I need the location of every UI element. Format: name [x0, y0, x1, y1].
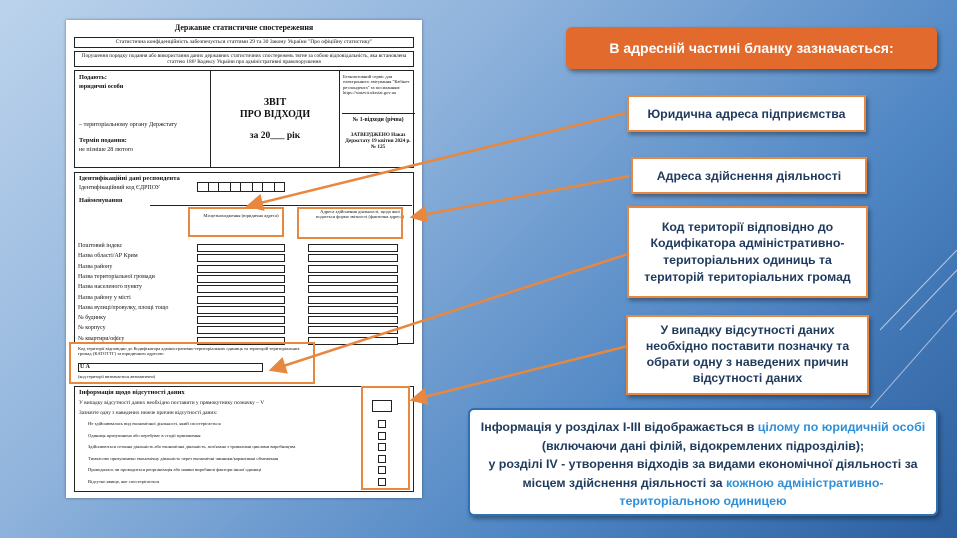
report-form-image: Державне статистичне спостереження Статистична конфіденційність забезпечується статтями 29 та 30 Закону України "Про офіційну статистику" Порушення порядку подання або використання даних державних статистичних спостережень тягне за собою відповідальність, яка встановлена статтею 186³ Кодексу України про адміністративні правопорушення Подають: юридичні особи – територіальному органу Держстату Термін подання: не пізніше 28 лютого ЗВІТ ПРО ВІДХОДИ за 20___ рік Безкоштовний сервіс для електронного звітування "Кабінет респондента" за посиланням: https://statzvit.ukrstat.gov.ua № 1-відходи (річна) ЗАТВЕРДЖЕНО Наказ Держстату 19 квітня 2024 р. № 125 Ідентифікаційні дані респондента Ідентифікаційний код ЄДРПОУ Найменування Місцезнаходження (юридична адреса) Адреса здійснення діяльності, щодо якої подається форма звітності (фактична адреса) Поштовий індекс Назва області/АР Крим Назва району Назва територіальної громади Назва населеного пункту Назва району у місті Назва вулиці/провулку, площі тощо № будинку № корпусу № квартири/офісу Код території відповідно до Кодифікатора адміністративно-територіальних одиниць та територій територіальних громад (КАТОТТГ) за юридичною адресою U A (код території визначається автоматично) Інформація щодо відсутності даних У випадку відсутності даних необхідно поставити у прямокутнику позначку – V Зазначте одну з наведених нижче причин відсутності даних: Не здійснювалась вид економічної діяльності, який спостерігається Одиниця призупинена або перебуває в стадії припинення Здійснюються сезонна діяльність або економічна діяльність, пов'язана з тривалими циклами виробництва Тимчасово призупинено економічну діяльність через економічні чинники/карантинні обмеження Проводилась чи проводиться реорганізація або наявні виробничі фактори іншої одиниці Відсутнє явище, яке спостерігається	[66, 20, 422, 498]
info-text-1: Інформація у розділах І-ІІІ відображається в	[480, 420, 758, 434]
address-row-label: Поштовий індекс	[78, 243, 123, 249]
info-text-highlight-2: кожною адміністративно-територіальною одиницею	[619, 475, 884, 509]
address-row-label: № будинку	[78, 315, 106, 322]
address-row-label: № корпусу	[78, 325, 106, 332]
warning-box: Порушення порядку подання або використання даних державних статистичних спостережень тягне за собою відповідальність, яка встановлена статтею 186³ Кодексу України про адміністративні правопорушення	[74, 51, 414, 67]
callout-legal-address: Юридична адреса підприємства	[627, 95, 866, 132]
form-header: Державне статистичне спостереження	[174, 23, 314, 32]
callout-absence: У випадку відсутності даних необхідно поставити позначку та обрати одну з наведених причин відсутності даних	[626, 315, 869, 395]
absence-block: Інформація щодо відсутності даних У випадку відсутності даних необхідно поставити у прямокутнику позначку – V Зазначте одну з наведених нижче причин відсутності даних:	[74, 386, 414, 492]
callout-katottg: Код території відповідно до Кодифікатора адміністративно-територіальних одиниць та територій територіальних громад	[627, 206, 868, 298]
absence-reason-label: Не здійснювалась вид економічної діяльності, який спостерігається	[88, 421, 221, 426]
address-row-label: Назва населеного пункту	[78, 284, 143, 291]
absence-reason-label: Проводилась чи проводиться реорганізація або наявні виробничі фактори іншої одиниці	[88, 467, 262, 472]
info-text-2: (включаючи дані філій, відокремлених підрозділів);	[541, 438, 865, 453]
absence-reason-label: Одиниця призупинена або перебуває в стадії припинення	[88, 432, 201, 438]
slide-title: В адресній частині бланку зазначається:	[566, 27, 937, 69]
callout-actual-address: Адреса здійснення діяльності	[631, 157, 867, 194]
address-row-label: Назва територіальної громади	[78, 273, 155, 280]
confidentiality-box: Статистична конфіденційність забезпечується статтями 29 та 30 Закону України "Про офіційну статистику"	[74, 37, 414, 48]
address-row-label: № квартири/офісу	[78, 335, 125, 342]
address-row-label: Назва району у місті	[78, 294, 131, 301]
address-row-label: Назва району	[78, 263, 113, 270]
address-row-label: Назва вулиці/провулку, площі тощо	[78, 304, 169, 311]
info-text-highlight-1: цілому по юридичній особі	[757, 420, 926, 434]
title-block: Подають: юридичні особи – територіальному органу Держстату Термін подання: не пізніше 28 лютого ЗВІТ ПРО ВІДХОДИ за 20___ рік Безкоштовний сервіс для електронного звітування "Кабінет респондента" за посиланням: https://statzvit.ukrstat.gov.ua № 1-відходи (річна) ЗАТВЕРДЖЕНО Наказ Держстату 19 квітня 2024 р. № 125	[74, 70, 414, 168]
address-row-label: Назва області/АР Крим	[78, 253, 138, 260]
absence-reason-label: Здійснюються сезонна діяльність або економічна діяльність, пов'язана з тривалими циклами виробництва	[88, 444, 296, 449]
identification-block: Ідентифікаційні дані респондента Ідентифікаційний код ЄДРПОУ Найменування Місцезнаходження (юридична адреса) Адреса здійснення діяльності, щодо якої подається форма звітності (фактична адреса)	[74, 172, 414, 344]
absence-reason-label: Тимчасово призупинено економічну діяльність через економічні чинники/карантинні обмеження	[88, 455, 279, 461]
info-text-3: у розділі IV - утворення відходів за видами економічної діяльності за місцем здійснення діяльності за	[488, 457, 918, 490]
absence-reason-label: Відсутнє явище, яке спостерігається	[88, 478, 160, 484]
info-box	[468, 408, 938, 516]
